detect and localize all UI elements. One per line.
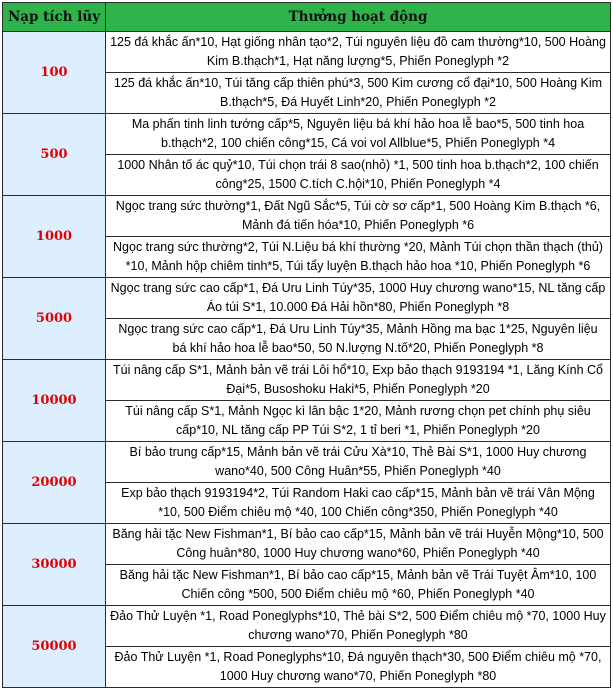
tier-amount: 30000	[3, 524, 106, 606]
tier-amount: 20000	[3, 442, 106, 524]
tier-amount: 500	[3, 114, 106, 196]
reward-cell: 125 đá khắc ấn*10, Hạt giống nhân tạo*2, Túi nguyên liệu đồ cam thường*10, 500 Hoàng Kim B.thạch*1, Hạt năng lượng*5, Phiến Poneglyph *2	[106, 32, 611, 73]
reward-cell: Túi nâng cấp S*1, Mảnh Ngọc kì lân bậc 1*20, Mảnh rương chọn pet chính phụ siêu cấp*10, NL tăng cấp PP Túi S*2, 1 tỉ beri *1, Phiến Poneglyph *20	[106, 401, 611, 442]
tier-amount: 50000	[3, 606, 106, 688]
table-row	[3, 114, 611, 155]
reward-cell: Ngọc trang sức cao cấp*1, Đá Uru Linh Túy*35, Mảnh Hồng ma bạc 1*25, Nguyên liệu bá khí hảo hoa lễ bao*50, 50 N.lượng N.tố*20, Phiến Poneglyph *8	[106, 319, 611, 360]
table-row	[3, 32, 611, 73]
reward-cell: Đảo Thử Luyện *1, Road Poneglyphs*10, Đá nguyên thạch*30, 500 Điểm chiêu mộ *70, 1000 Huy chương wano*70, Phiến Poneglyph *80	[106, 647, 611, 688]
reward-cell: 1000 Nhân tố ác quỷ*10, Túi chọn trái 8 sao(nhỏ) *1, 500 tinh hoa b.thạch*2, 100 chiến công*25, 1500 C.tích C.hội*10, Phiến Poneglyph *4	[106, 155, 611, 196]
tier-amount: 100	[3, 32, 106, 114]
reward-cell: Ngọc trang sức cao cấp*1, Đá Uru Linh Túy*35, 1000 Huy chương wano*15, NL tăng cấp Áo túi S*1, 10.000 Đá Hải hồn*80, Phiến Poneglyph *8	[106, 278, 611, 319]
reward-cell: Ngọc trang sức thường*2, Túi N.Liệu bá khí thường *20, Mảnh Túi chọn thần thạch (thủ) *10, Mảnh hộp chiêm tinh*5, Túi tẩy luyện B.thạch hảo hoa *10, Phiến Poneglyph *6	[106, 237, 611, 278]
table-row	[3, 196, 611, 237]
reward-cell: Băng hải tặc New Fishman*1, Bí bảo cao cấp*15, Mảnh bản vẽ trái Huyễn Mộng*10, 500 Công huân*80, 1000 Huy chương wano*60, Phiến Poneglyph *40	[106, 524, 611, 565]
tier-amount: 5000	[3, 278, 106, 360]
reward-cell: Ma phấn tinh linh tướng cấp*5, Nguyên liệu bá khí hảo hoa lễ bao*5, 500 tinh hoa b.thạch*2, 100 chiến công*15, Cá voi vol Allblue*5, Phiến Poneglyph *4	[106, 114, 611, 155]
cumulative-topup-reward-table	[2, 2, 611, 688]
reward-cell: Túi nâng cấp S*1, Mảnh bản vẽ trái Lôi hổ*10, Exp bảo thạch 9193194 *1, Lăng Kính Cổ Đại*5, Busoshoku Haki*5, Phiến Poneglyph *20	[106, 360, 611, 401]
reward-cell: Ngọc trang sức thường*1, Đất Ngũ Sắc*5, Túi cờ sơ cấp*1, 500 Hoàng Kim B.thạch *6, Mảnh đá tiến hóa*10, Phiến Poneglyph *6	[106, 196, 611, 237]
header-tier: Nạp tích lũy	[3, 3, 106, 32]
table-row	[3, 442, 611, 483]
table-row	[3, 606, 611, 647]
tier-amount: 10000	[3, 360, 106, 442]
table-header-row	[3, 3, 611, 32]
header-reward: Thưởng hoạt động	[106, 3, 611, 32]
table-row	[3, 360, 611, 401]
reward-cell: Bí bảo trung cấp*15, Mảnh bản vẽ trái Cửu Xà*10, Thẻ Bài S*1, 1000 Huy chương wano*40, 500 Công Huân*55, Phiến Poneglyph *40	[106, 442, 611, 483]
reward-table-container	[2, 2, 611, 688]
reward-cell: 125 đá khắc ấn*10, Túi tăng cấp thiên phú*3, 500 Kim cương cổ đại*10, 500 Hoàng Kim B.thạch*5, Đá Huyết Linh*20, Phiến Poneglyph *2	[106, 73, 611, 114]
tier-amount: 1000	[3, 196, 106, 278]
table-row	[3, 524, 611, 565]
reward-cell: Đảo Thử Luyện *1, Road Poneglyphs*10, Thẻ bài S*2, 500 Điểm chiêu mộ *70, 1000 Huy chương wano*70, Phiến Poneglyph *80	[106, 606, 611, 647]
table-row	[3, 278, 611, 319]
reward-cell: Exp bảo thạch 9193194*2, Túi Random Haki cao cấp*15, Mảnh bản vẽ trái Vân Mộng *10, 500 Điểm chiêu mộ *40, 100 Chiến công*350, Phiến Poneglyph *40	[106, 483, 611, 524]
reward-cell: Băng hải tặc New Fishman*1, Bí bảo cao cấp*15, Mảnh bản vẽ Trái Tuyệt Âm*10, 100 Chiến công *500, 500 Điểm chiêu mộ *60, Phiến Poneglyph *40	[106, 565, 611, 606]
